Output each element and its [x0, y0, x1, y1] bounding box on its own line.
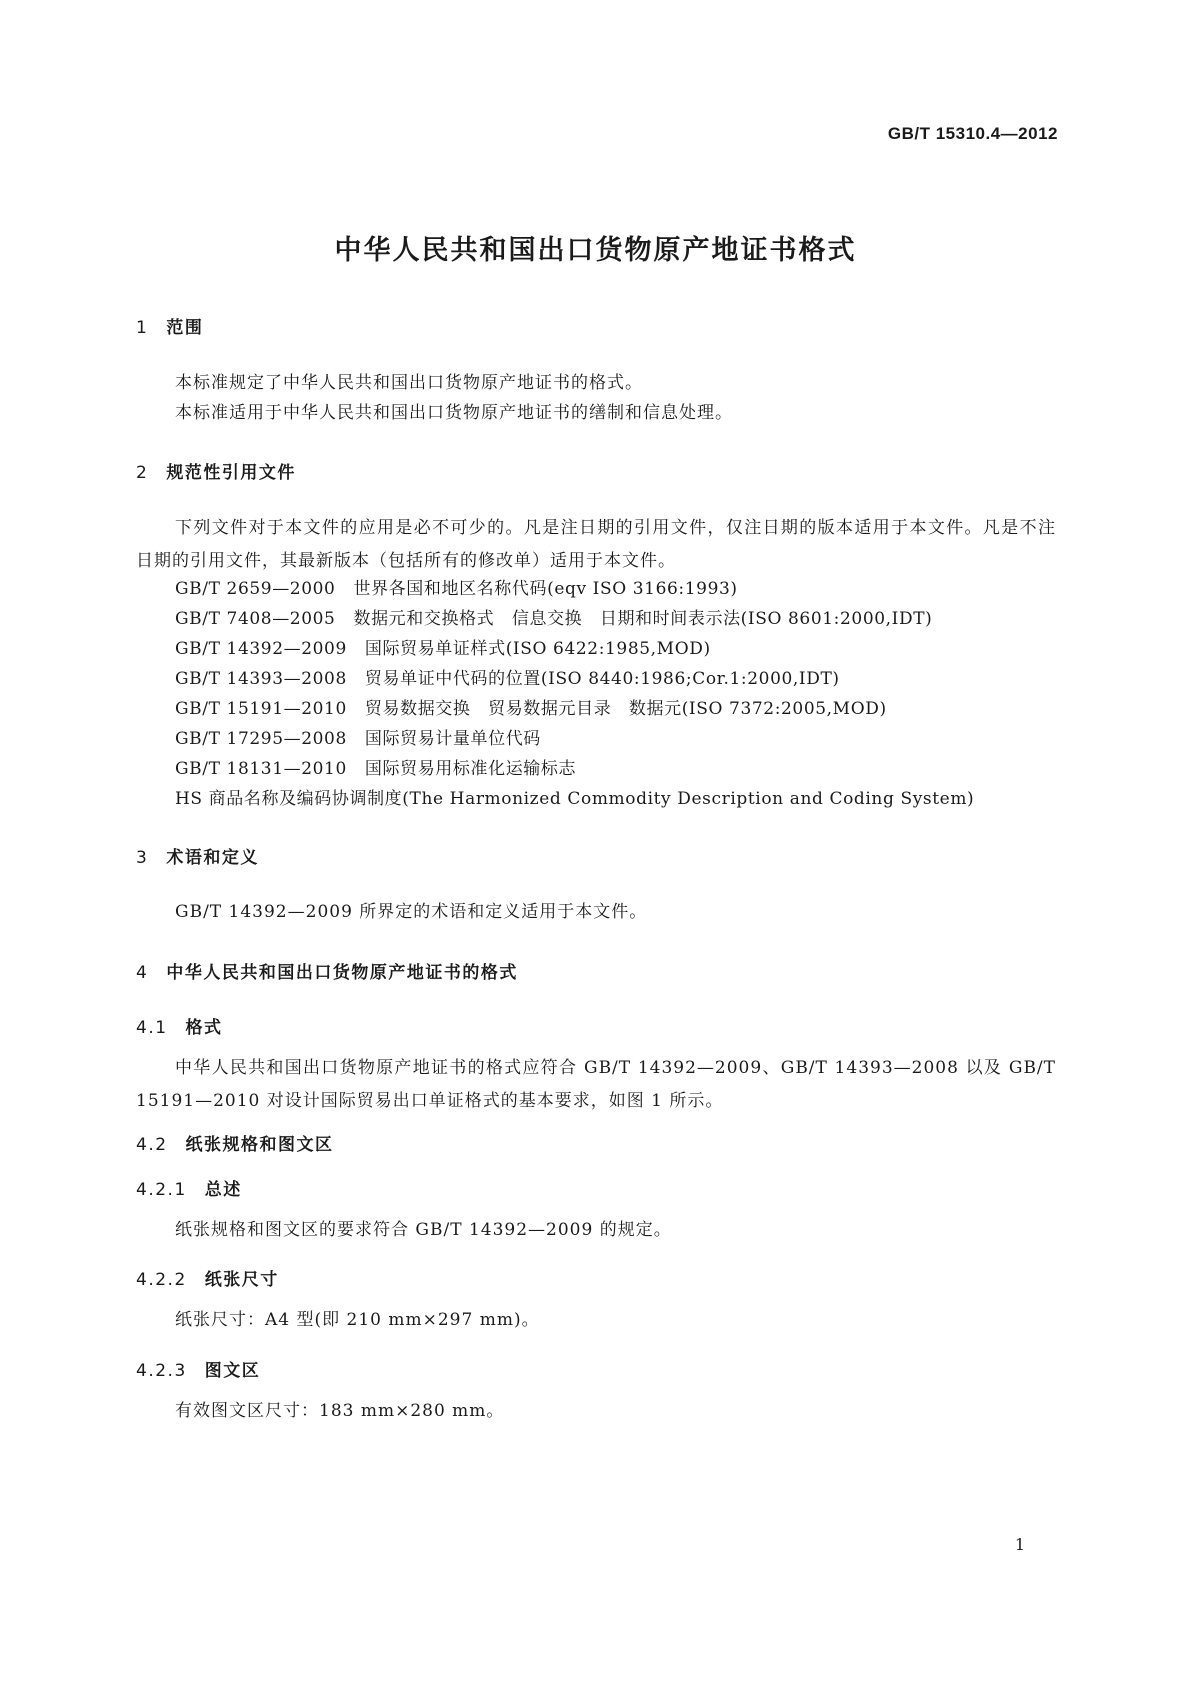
section-4-heading — [136, 958, 518, 983]
reference-title: 数据元和交换格式 信息交换 日期和时间表示法(ISO 8601:2000,IDT) — [353, 609, 933, 629]
scope-paragraph-2: 本标准适用于中华人民共和国出口货物原产地证书的缮制和信息处理。 — [175, 403, 733, 423]
subsection-title: 格式 — [185, 1018, 223, 1038]
page-number: 1 — [1014, 1535, 1025, 1554]
subsection-number: 4.2.2 — [136, 1270, 187, 1290]
references-intro: 下列文件对于本文件的应用是必不可少的。凡是注日期的引用文件，仅注日期的版本适用于本文件。凡是不注日期的引用文件，其最新版本（包括所有的修改单）适用于本文件。 — [136, 518, 1056, 571]
general-paragraph: 纸张规格和图文区的要求符合 GB/T 14392—2009 的规定。 — [175, 1220, 672, 1240]
subsection-4-2-1-heading — [136, 1175, 242, 1200]
reference-item — [175, 694, 887, 719]
section-title: 规范性引用文件 — [166, 463, 296, 483]
section-number: 4 — [136, 963, 149, 983]
subsection-4-1-heading — [136, 1013, 223, 1038]
hs-reference-item: HS 商品名称及编码协调制度(The Harmonized Commodity Description and Coding System) — [175, 789, 975, 809]
subsection-number: 4.2 — [136, 1135, 168, 1155]
subsection-title: 总述 — [204, 1180, 242, 1200]
reference-title: 贸易数据交换 贸易数据元目录 数据元(ISO 7372:2005,MOD) — [364, 699, 887, 719]
scope-paragraph-1: 本标准规定了中华人民共和国出口货物原产地证书的格式。 — [175, 373, 643, 393]
reference-item — [175, 604, 932, 629]
standard-code: GB/T 15310.4—2012 — [887, 124, 1058, 143]
reference-title: 贸易单证中代码的位置(ISO 8440:1986;Cor.1:2000,IDT) — [364, 669, 840, 689]
subsection-number: 4.2.1 — [136, 1180, 187, 1200]
terms-paragraph: GB/T 14392—2009 所界定的术语和定义适用于本文件。 — [175, 902, 648, 922]
reference-title: 国际贸易单证样式(ISO 6422:1985,MOD) — [364, 639, 711, 659]
section-3-heading — [136, 843, 259, 868]
reference-item — [175, 574, 738, 599]
reference-code: GB/T 15191—2010 — [175, 699, 347, 719]
reference-code: GB/T 7408—2005 — [175, 609, 336, 629]
section-2-heading — [136, 458, 296, 483]
reference-title: 国际贸易计量单位代码 — [364, 729, 541, 749]
subsection-title: 纸张尺寸 — [204, 1270, 279, 1290]
reference-code: GB/T 14392—2009 — [175, 639, 347, 659]
document-title: 中华人民共和国出口货物原产地证书格式 — [334, 235, 857, 266]
paper-size-paragraph: 纸张尺寸：A4 型(即 210 mm×297 mm)。 — [175, 1310, 540, 1330]
section-number: 1 — [136, 318, 149, 338]
subsection-number: 4.1 — [136, 1018, 168, 1038]
print-area-paragraph: 有效图文区尺寸：183 mm×280 mm。 — [175, 1401, 505, 1421]
reference-title: 世界各国和地区名称代码(eqv ISO 3166:1993) — [353, 579, 738, 599]
section-title: 范围 — [166, 318, 204, 338]
reference-item — [175, 634, 711, 659]
section-number: 2 — [136, 463, 149, 483]
reference-item — [175, 664, 840, 689]
section-title: 术语和定义 — [166, 848, 259, 868]
reference-code: GB/T 14393—2008 — [175, 669, 347, 689]
subsection-title: 纸张规格和图文区 — [185, 1135, 334, 1155]
section-title: 中华人民共和国出口货物原产地证书的格式 — [166, 963, 518, 983]
subsection-4-2-3-heading — [136, 1356, 260, 1381]
reference-item — [175, 754, 576, 779]
reference-code: GB/T 18131—2010 — [175, 759, 347, 779]
section-number: 3 — [136, 848, 149, 868]
reference-item — [175, 724, 541, 749]
reference-title: 国际贸易用标准化运输标志 — [364, 759, 577, 779]
subsection-number: 4.2.3 — [136, 1361, 187, 1381]
reference-code: GB/T 17295—2008 — [175, 729, 347, 749]
subsection-4-2-heading — [136, 1130, 334, 1155]
format-paragraph: 中华人民共和国出口货物原产地证书的格式应符合 GB/T 14392—2009、GB/T 14393—2008 以及 GB/T 15191—2010 对设计国际贸易出口单证格式的基本要求，如图 1 所示。 — [136, 1058, 1056, 1111]
subsection-title: 图文区 — [204, 1361, 261, 1381]
section-1-heading — [136, 313, 203, 338]
subsection-4-2-2-heading — [136, 1265, 279, 1290]
reference-code: GB/T 2659—2000 — [175, 579, 336, 599]
